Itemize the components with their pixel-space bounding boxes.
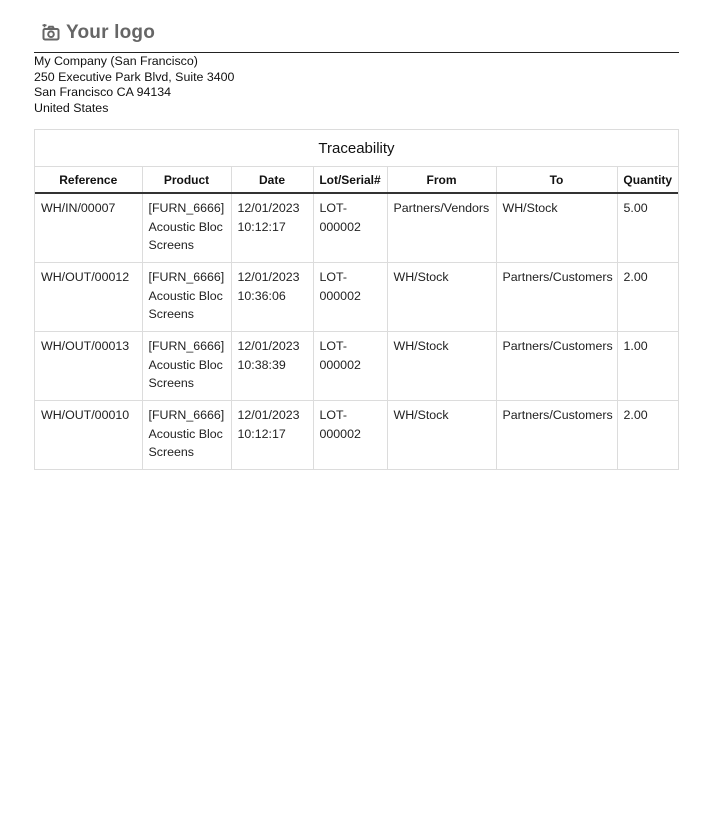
column-header-from: From [387,167,496,193]
lot-line-1: LOT- [319,201,348,215]
cell-lot [313,401,387,470]
cell-quantity [617,332,678,401]
report-page [34,18,679,470]
cell-from [387,263,496,332]
lot-line-1: LOT- [319,270,348,284]
table-row [35,332,678,401]
company-country: United States [34,100,109,115]
lot-line-2: 000002 [319,357,361,372]
from-text: WH/Stock [393,408,449,422]
cell-lot [313,193,387,263]
quantity-text: 2.00 [623,270,648,284]
to-text: Partners/Customers [502,408,613,422]
cell-quantity [617,401,678,470]
reference-text: WH/OUT/00012 [41,270,130,284]
cell-date [231,193,313,263]
lot-line-1: LOT- [319,408,348,422]
product-name-line-2: Screens [148,307,194,321]
cell-quantity [617,263,678,332]
quantity-text: 5.00 [623,201,648,215]
column-header-to: To [496,167,617,193]
lot-line-1: LOT- [319,339,348,353]
to-text: Partners/Customers [502,339,613,353]
product-name-line-2: Screens [148,376,194,390]
cell-lot [313,332,387,401]
lot-line-2: 000002 [319,426,361,441]
quantity-text: 2.00 [623,408,648,422]
cell-from [387,401,496,470]
to-text: Partners/Customers [502,270,613,284]
date-text: 12/01/2023 [237,408,300,422]
cell-lot [313,263,387,332]
product-name-line-2: Screens [148,445,194,459]
cell-to [496,263,617,332]
product-code: [FURN_6666] [148,408,225,422]
column-header-product: Product [142,167,231,193]
reference-text: WH/OUT/00010 [41,408,130,422]
product-name-line-1: Acoustic Bloc [148,426,223,441]
column-header-reference: Reference [35,167,142,193]
column-header-date: Date [231,167,313,193]
table-header-row [35,167,678,193]
from-text: Partners/Vendors [393,201,490,215]
traceability-table [35,167,678,470]
cell-from [387,332,496,401]
cell-date [231,332,313,401]
traceability-report [34,129,679,470]
lot-line-2: 000002 [319,219,361,234]
column-header-quantity: Quantity [617,167,678,193]
company-street: 250 Executive Park Blvd, Suite 3400 [34,69,235,84]
time-text: 10:12:17 [237,426,286,441]
company-city: San Francisco CA 94134 [34,85,172,99]
header [34,18,679,53]
cell-date [231,263,313,332]
cell-to [496,401,617,470]
product-code: [FURN_6666] [148,201,225,215]
to-text: WH/Stock [502,201,558,215]
product-name-line-2: Screens [148,238,194,252]
cell-from [387,193,496,263]
cell-product [142,193,231,263]
table-row [35,401,678,470]
camera-icon [42,24,60,42]
cell-reference [35,401,142,470]
reference-text: WH/IN/00007 [41,201,116,215]
product-code: [FURN_6666] [148,339,225,353]
date-text: 12/01/2023 [237,201,300,215]
product-name-line-1: Acoustic Bloc [148,357,223,372]
product-name-line-1: Acoustic Bloc [148,219,223,234]
company-logo [42,22,155,44]
cell-reference [35,332,142,401]
quantity-text: 1.00 [623,339,648,353]
reference-text: WH/OUT/00013 [41,339,130,353]
cell-product [142,263,231,332]
from-text: WH/Stock [393,339,449,353]
logo-text: Your logo [66,22,156,43]
company-address [34,54,679,116]
cell-to [496,332,617,401]
cell-quantity [617,193,678,263]
cell-reference [35,193,142,263]
company-name: My Company (San Francisco) [34,54,198,68]
time-text: 10:36:06 [237,288,286,303]
date-text: 12/01/2023 [237,270,300,284]
cell-date [231,401,313,470]
table-row [35,193,678,263]
lot-line-2: 000002 [319,288,361,303]
cell-product [142,401,231,470]
date-text: 12/01/2023 [237,339,300,353]
column-header-lot: Lot/Serial# [313,167,387,193]
time-text: 10:12:17 [237,219,286,234]
time-text: 10:38:39 [237,357,286,372]
cell-to [496,193,617,263]
product-name-line-1: Acoustic Bloc [148,288,223,303]
report-title: Traceability [35,130,678,167]
table-row [35,263,678,332]
from-text: WH/Stock [393,270,449,284]
product-code: [FURN_6666] [148,270,225,284]
cell-reference [35,263,142,332]
cell-product [142,332,231,401]
